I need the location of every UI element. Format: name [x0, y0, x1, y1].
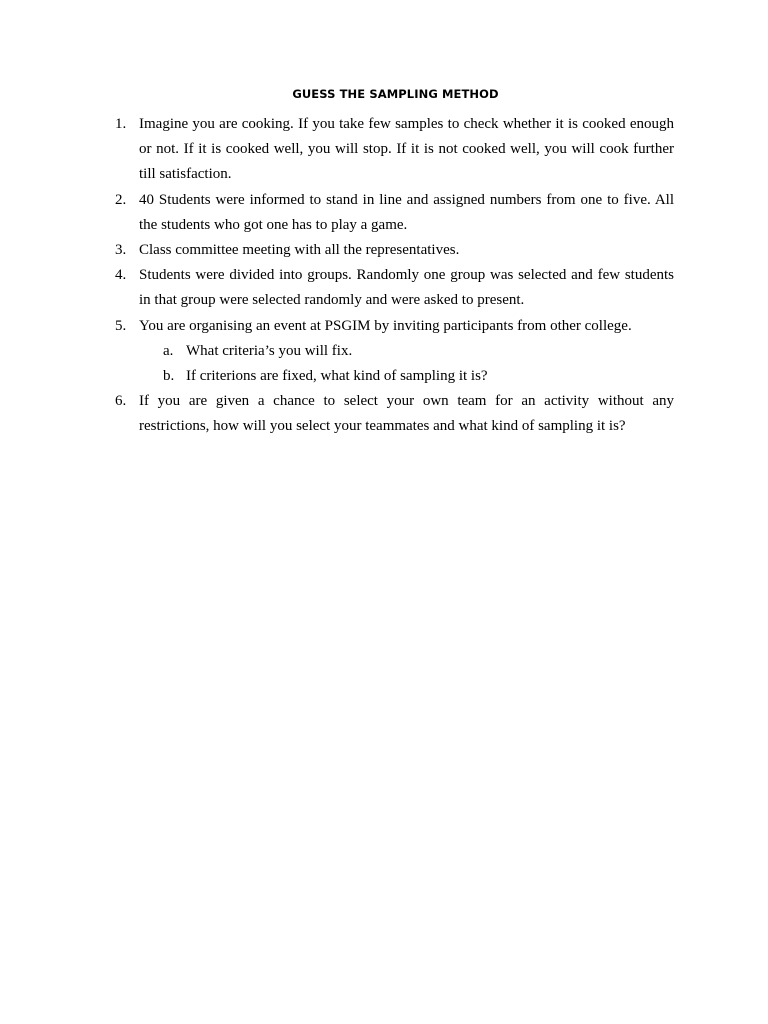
question-list — [107, 112, 674, 440]
sub-question-list — [139, 339, 674, 389]
question-text: If you are given a chance to select your own team for an activity without any restrictions, how will you select your teammates and what kind of sampling it is? — [139, 393, 674, 435]
question-text: Students were divided into groups. Randomly one group was selected and few students in that group were selected randomly and were asked to present. — [139, 267, 674, 309]
question-number: 5. — [115, 317, 127, 334]
sub-question-text: If criterions are fixed, what kind of sampling it is? — [186, 368, 488, 385]
question-item-4 — [107, 263, 674, 313]
question-text: 40 Students were informed to stand in line and assigned numbers from one to five. All the students who got one has to play a game. — [139, 191, 674, 233]
question-text: You are organising an event at PSGIM by inviting participants from other college. — [139, 317, 632, 334]
sub-question-letter: a. — [163, 342, 174, 359]
question-item-3 — [107, 238, 674, 263]
question-number: 4. — [115, 267, 127, 284]
question-item-1 — [107, 112, 674, 188]
question-text: Imagine you are cooking. If you take few samples to check whether it is cooked enough or not. If it is cooked well, you will stop. If it is not cooked well, you will cook further till satisfaction. — [139, 116, 674, 183]
question-number: 6. — [115, 393, 127, 410]
sub-question-letter: b. — [163, 368, 175, 385]
question-item-6 — [107, 389, 674, 439]
question-number: 1. — [115, 116, 127, 132]
question-text: Class committee meeting with all the representatives. — [139, 242, 460, 259]
question-item-5 — [107, 314, 674, 390]
sub-question-text: What criteria’s you will fix. — [186, 342, 353, 359]
question-item-2 — [107, 188, 674, 238]
question-number: 2. — [115, 191, 127, 208]
sub-question-item-b — [139, 364, 674, 389]
sub-question-item-a — [139, 339, 674, 364]
question-number: 3. — [115, 242, 127, 259]
document-title: GUESS THE SAMPLING METHOD — [292, 87, 499, 101]
